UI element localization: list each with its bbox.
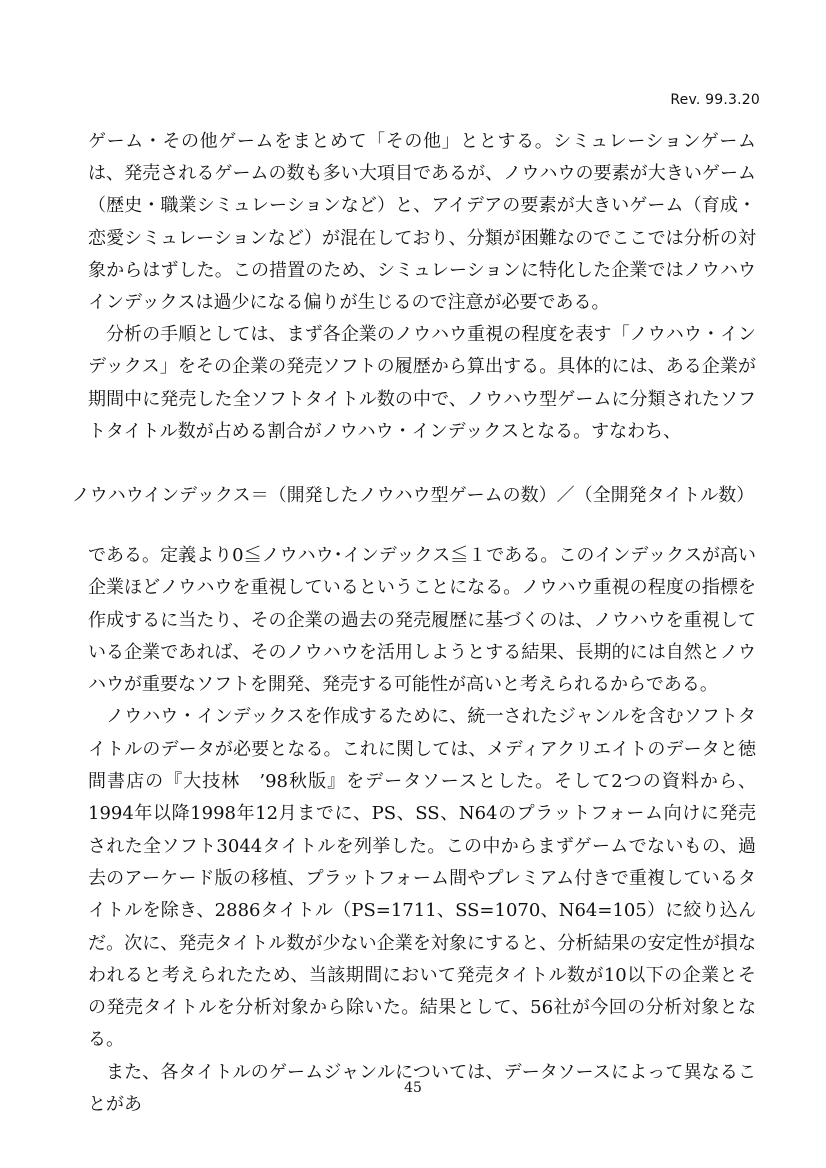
paragraph-2: 分析の手順としては、まず各企業のノウハウ重視の程度を表す「ノウハウ・インデックス」をその企業の発売ソフトの履歴から算出する。具体的には、ある企業が期間中に発売した全ソフトタイトル数の中で、ノウハウ型ゲームに分類されたソフトタイトル数が占める割合がノウハウ・インデックスとなる。すなわち、 [88,324,756,442]
paragraph-4: ノウハウ・インデックスを作成するために、統一されたジャンルを含むソフトタイトルのデータが必要となる。これに関しては、メディアクリエイトのデータと徳間書店の『大技林 ’98秋版』をデータソースとした。そして2つの資料から、1994年以降1998年12月までに、PS、SS、N64のプラットフォーム向けに発売された全ソフト3044タイトルを列挙した。この中からまずゲームでないもの、過去のアーケード版の移植、プラットフォーム間やプレミアム付きで重複しているタイトルを除き、2886タイトル（PS=1711、SS=1070、N64=105）に絞り込んだ。次に、発売タイトル数が少ない企業を対象にすると、分析結果の安定性が損なわれると考えられたため、当該期間において発売タイトル数が10以下の企業とその発売タイトルを分析対象から除いた。結果として、56社が今回の分析対象となる。 [88,706,756,1051]
paragraph-5: また、各タイトルのゲームジャンルについては、データソースによって異なることがあ [88,1061,756,1116]
revision-label: Rev. 99.3.20 [670,92,760,108]
paragraph-1: ゲーム・その他ゲームをまとめて「その他」ととする。シミュレーションゲームは、発売されるゲームの数も多い大項目であるが、ノウハウの要素が大きいゲーム（歴史・職業シミュレーションなど）と、アイデアの要素が大きいゲーム（育成・恋愛シミュレーションなど）が混在しており、分類が困難なのでここでは分析の対象からはずした。この措置のため、シミュレーションに特化した企業ではノウハウインデックスは過少になる偏りが生じるので注意が必要である。 [88,131,756,314]
page-number: 45 [404,1080,422,1096]
body-text-top [88,126,756,448]
formula-line: ノウハウインデックス＝（開発したノウハウ型ゲームの数）／（全開発タイトル数） [71,485,755,506]
paragraph-3: である。定義より0≦ノウハウ･インデックス≦１である。このインデックスが高い企業ほどノウハウを重視しているということになる。ノウハウ重視の程度の指標を作成するに当たり、その企業の過去の発売履歴に基づくのは、ノウハウを重視している企業であれば、そのノウハウを活用しようとする結果、長期的には自然とノウハウが重要なソフトを開発、発売する可能性が高いと考えられるからである。 [88,545,756,696]
body-text-bottom [88,540,756,1121]
